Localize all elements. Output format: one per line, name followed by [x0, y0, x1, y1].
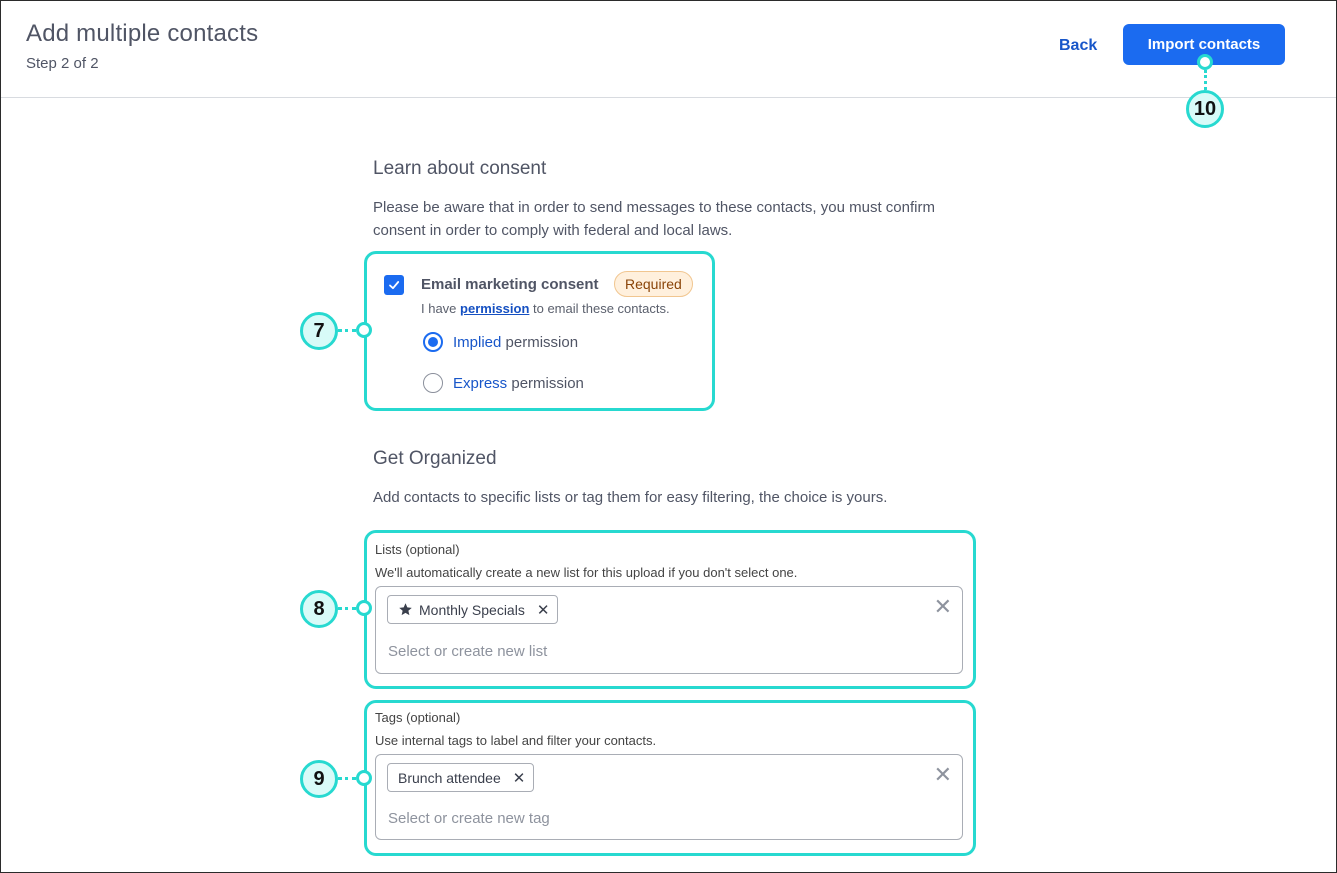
express-permission-label[interactable] — [453, 375, 584, 392]
back-button[interactable]: Back — [1059, 37, 1098, 54]
consent-subtext-prefix: I have — [421, 301, 461, 316]
express-rest: permission — [507, 375, 584, 392]
implied-keyword: Implied — [453, 334, 502, 351]
consent-subtext — [421, 301, 670, 316]
callout-8-connector — [338, 607, 356, 610]
callout-9-marker: 9 — [300, 760, 338, 798]
callout-7-marker: 7 — [300, 312, 338, 350]
tag-chip-brunch-attendee — [387, 763, 534, 792]
tags-help-text: Use internal tags to label and filter your contacts. — [375, 733, 657, 748]
callout-8-marker: 8 — [300, 590, 338, 628]
tags-multiselect[interactable] — [375, 754, 963, 840]
remove-chip-icon[interactable]: ✕ — [512, 769, 526, 787]
lists-search-input[interactable] — [388, 643, 908, 660]
implied-rest: permission — [501, 334, 579, 351]
express-permission-radio[interactable] — [423, 373, 443, 393]
organize-section-title: Get Organized — [373, 448, 497, 469]
list-chip-monthly-specials — [387, 595, 558, 624]
import-contacts-button[interactable]: Import contacts — [1123, 24, 1285, 65]
lists-multiselect[interactable] — [375, 586, 963, 674]
remove-chip-icon[interactable]: ✕ — [536, 601, 550, 619]
step-indicator: Step 2 of 2 — [26, 55, 99, 72]
implied-permission-label[interactable] — [453, 334, 578, 351]
page-title: Add multiple contacts — [26, 20, 259, 47]
callout-10-marker: 10 — [1186, 90, 1224, 128]
organize-section-description: Add contacts to specific lists or tag them for easy filtering, the choice is yours. — [373, 489, 888, 506]
consent-section-description: Please be aware that in order to send messages to these contacts, you must confirm consent in order to comply with federal and local laws. — [373, 199, 935, 239]
lists-help-text: We'll automatically create a new list for this upload if you don't select one. — [375, 565, 798, 580]
consent-subtext-suffix: to email these contacts. — [529, 301, 670, 316]
page-header — [1, 1, 1336, 98]
star-icon — [398, 602, 413, 617]
email-consent-checkbox[interactable] — [384, 275, 404, 295]
tags-label: Tags (optional) — [375, 710, 461, 725]
tags-search-input[interactable] — [388, 810, 908, 827]
tag-chip-label: Brunch attendee — [398, 769, 501, 786]
permission-link[interactable]: permission — [460, 301, 530, 316]
required-badge: Required — [614, 271, 693, 297]
callout-7-connector — [338, 329, 356, 332]
express-keyword: Express — [453, 375, 508, 392]
callout-8-anchor — [356, 600, 372, 616]
email-consent-label: Email marketing consent — [421, 276, 599, 293]
implied-permission-radio[interactable] — [423, 332, 443, 352]
clear-tags-icon[interactable]: ✕ — [933, 762, 952, 787]
lists-label: Lists (optional) — [375, 542, 460, 557]
callout-10-anchor — [1197, 54, 1213, 70]
callout-7-anchor — [356, 322, 372, 338]
checkmark-icon — [387, 278, 401, 292]
consent-section-title: Learn about consent — [373, 158, 547, 179]
callout-9-connector — [338, 777, 356, 780]
callout-10-connector — [1204, 70, 1207, 90]
clear-lists-icon[interactable]: ✕ — [933, 594, 952, 619]
callout-9-anchor — [356, 770, 372, 786]
list-chip-label: Monthly Specials — [419, 601, 525, 618]
